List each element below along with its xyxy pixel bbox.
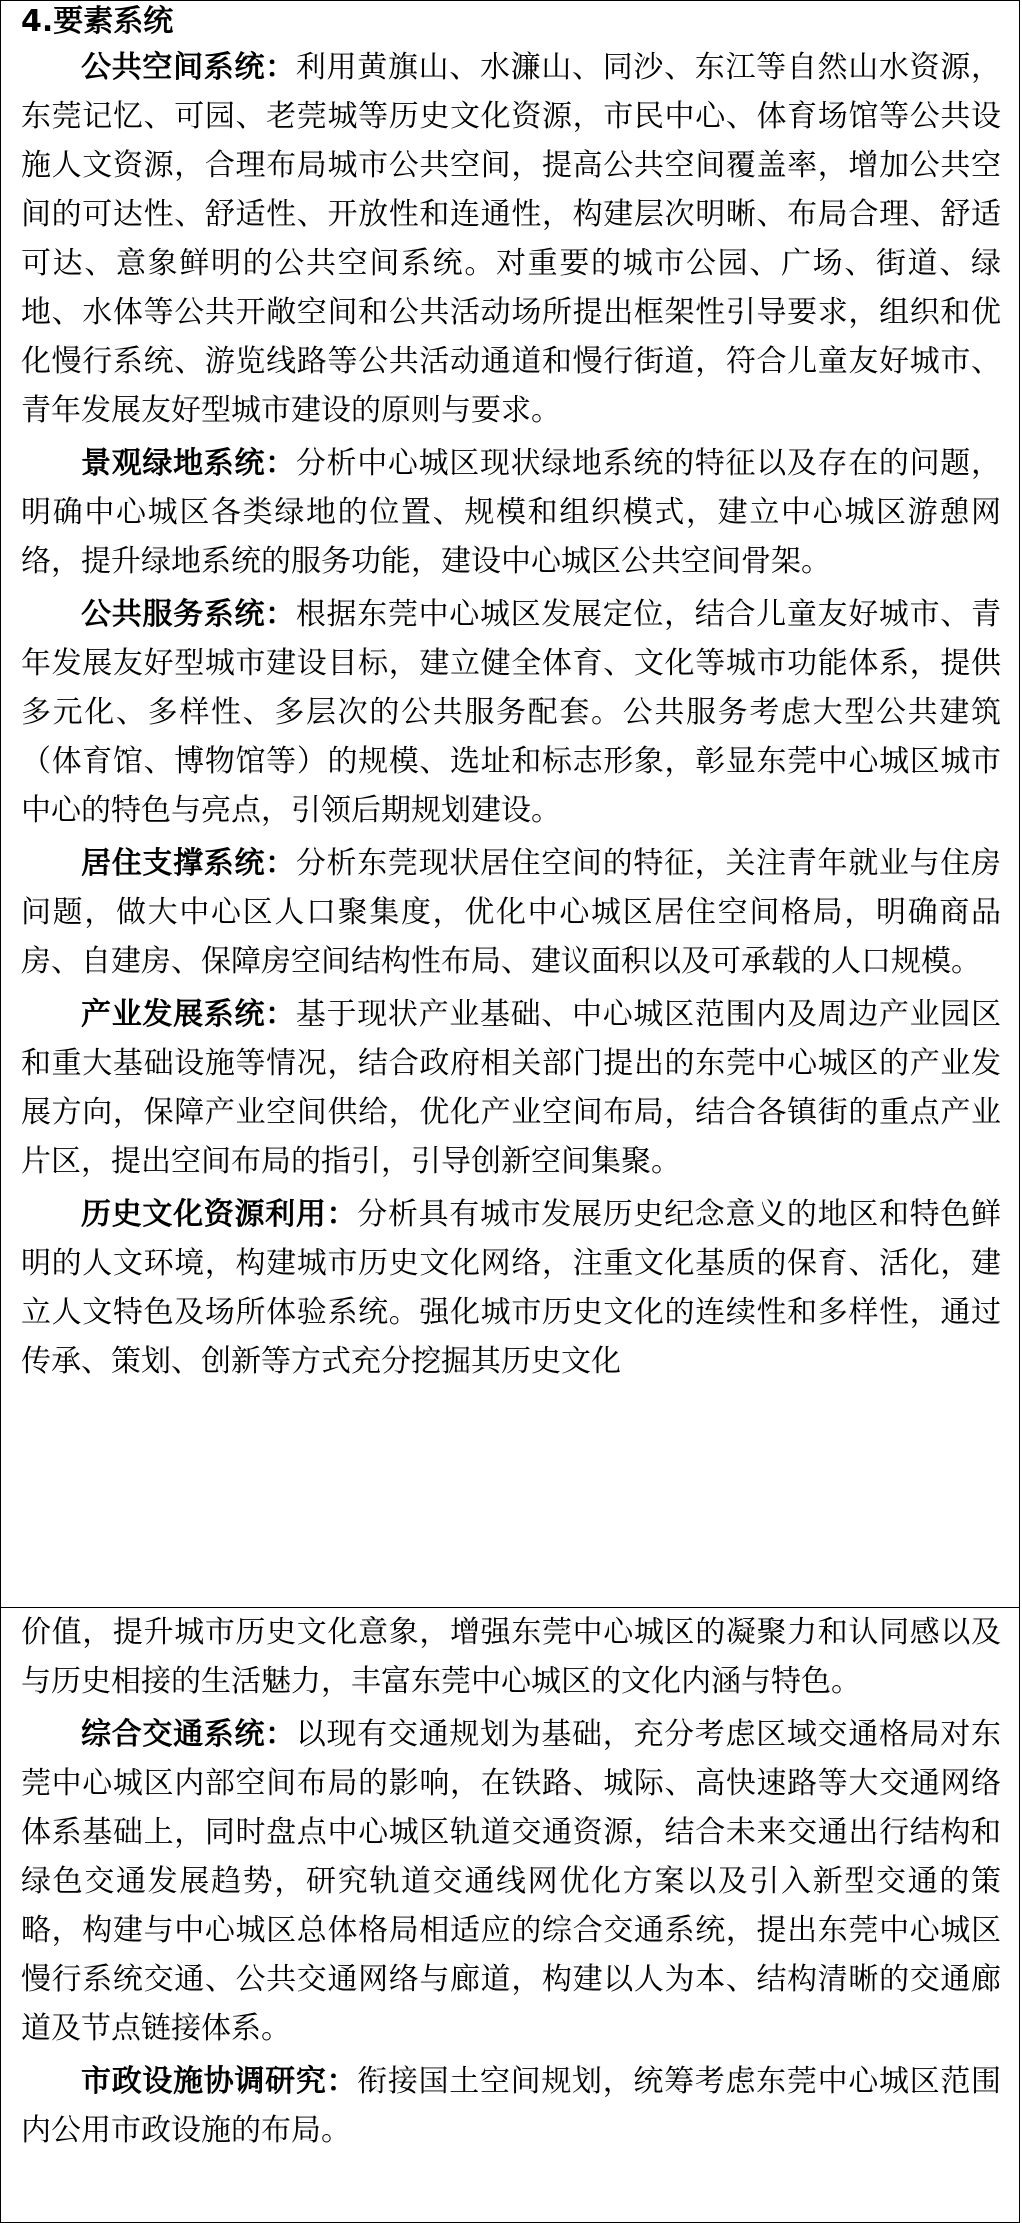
document-box-bottom [0, 1607, 1020, 2223]
paragraph-text: 根据东莞中心城区发展定位，结合儿童友好城市、青年发展友好型城市建设目标，建立健全体育、文化等城市功能体系，提供多元化、多样性、多层次的公共服务配套。公共服务考虑大型公共建筑（体育馆、博物馆等）的规模、选址和标志形象，彰显东莞中心城区城市中心的特色与亮点，引领后期规划建设。 [21, 597, 1001, 828]
paragraph-continuation: 价值，提升城市历史文化意象，增强东莞中心城区的凝聚力和认同感以及与历史相接的生活魅力，丰富东莞中心城区的文化内涵与特色。 [21, 1615, 1001, 1699]
paragraph-term: 公共服务系统： [81, 597, 296, 632]
paragraph-text: 衔接国土空间规划，统筹考虑东莞中心城区范围内公用市政设施的布局。 [21, 2064, 1002, 2148]
paragraph-text: 分析中心城区现状绿地系统的特征以及存在的问题，明确中心城区各类绿地的位置、规模和组织模式，建立中心城区游憩网络，提升绿地系统的服务功能，建设中心城区公共空间骨架。 [21, 446, 1001, 579]
paragraph-text: 利用黄旗山、水濂山、同沙、东江等自然山水资源，东莞记忆、可园、老莞城等历史文化资源，市民中心、体育场馆等公共设施人文资源，合理布局城市公共空间，提高公共空间覆盖率，增加公共空间的可达性、舒适性、开放性和连通性，构建层次明晰、布局合理、舒适可达、意象鲜明的公共空间系统。对重要的城市公园、广场、街道、绿地、水体等公共开敞空间和公共活动场所提出框架性引导要求，组织和优化慢行系统、游览线路等公共活动通道和慢行街道，符合儿童友好城市、青年发展友好型城市建设的原则与要求。 [21, 50, 1001, 428]
paragraph-history-culture [21, 1190, 1001, 1386]
paragraph-term: 历史文化资源利用： [81, 1197, 358, 1232]
paragraph-public-service [21, 590, 1001, 835]
document-body-bottom [1, 1608, 1019, 2155]
paragraph-text: 基于现状产业基础、中心城区范围内及周边产业园区和重大基础设施等情况，结合政府相关部门提出的东莞中心城区的产业发展方向，保障产业空间供给，优化产业空间布局，结合各镇街的重点产业片区，提出空间布局的指引，引导创新空间集聚。 [21, 997, 1001, 1179]
paragraph-term: 产业发展系统： [81, 997, 296, 1032]
paragraph-text: 以现有交通规划为基础，充分考虑区域交通格局对东莞中心城区内部空间布局的影响，在铁路、城际、高快速路等大交通网络体系基础上，同时盘点中心城区轨道交通资源，结合未来交通出行结构和绿色交通发展趋势，研究轨道交通线网优化方案以及引入新型交通的策略，构建与中心城区总体格局相适应的综合交通系统，提出东莞中心城区慢行系统交通、公共交通网络与廊道，构建以人为本、结构清晰的交通廊道及节点链接体系。 [21, 1717, 1001, 2046]
paragraph-transport [21, 1710, 1001, 2053]
paragraph-term: 市政设施协调研究： [81, 2064, 358, 2099]
paragraph-public-space [21, 43, 1001, 435]
paragraph-term: 公共空间系统： [81, 50, 296, 85]
document-body-top [1, 1, 1019, 1386]
paragraph-text: 分析东莞现状居住空间的特征，关注青年就业与住房问题，做大中心区人口聚集度，优化中心城区居住空间格局，明确商品房、自建房、保障房空间结构性布局、建议面积以及可承载的人口规模。 [21, 846, 1001, 979]
section-heading: 4.要素系统 [21, 4, 174, 39]
paragraph-industry [21, 990, 1001, 1186]
paragraph-residential [21, 839, 1001, 986]
paragraph-term: 居住支撑系统： [81, 846, 296, 881]
paragraph-text: 分析具有城市发展历史纪念意义的地区和特色鲜明的人文环境，构建城市历史文化网络，注重文化基质的保育、活化，建立人文特色及场所体验系统。强化城市历史文化的连续性和多样性，通过传承、策划、创新等方式充分挖掘其历史文化 [21, 1197, 1002, 1379]
paragraph-term: 综合交通系统： [81, 1717, 296, 1752]
paragraph-landscape-green [21, 439, 1001, 586]
paragraph-term: 景观绿地系统： [81, 446, 296, 481]
paragraph-municipal [21, 2057, 1001, 2155]
